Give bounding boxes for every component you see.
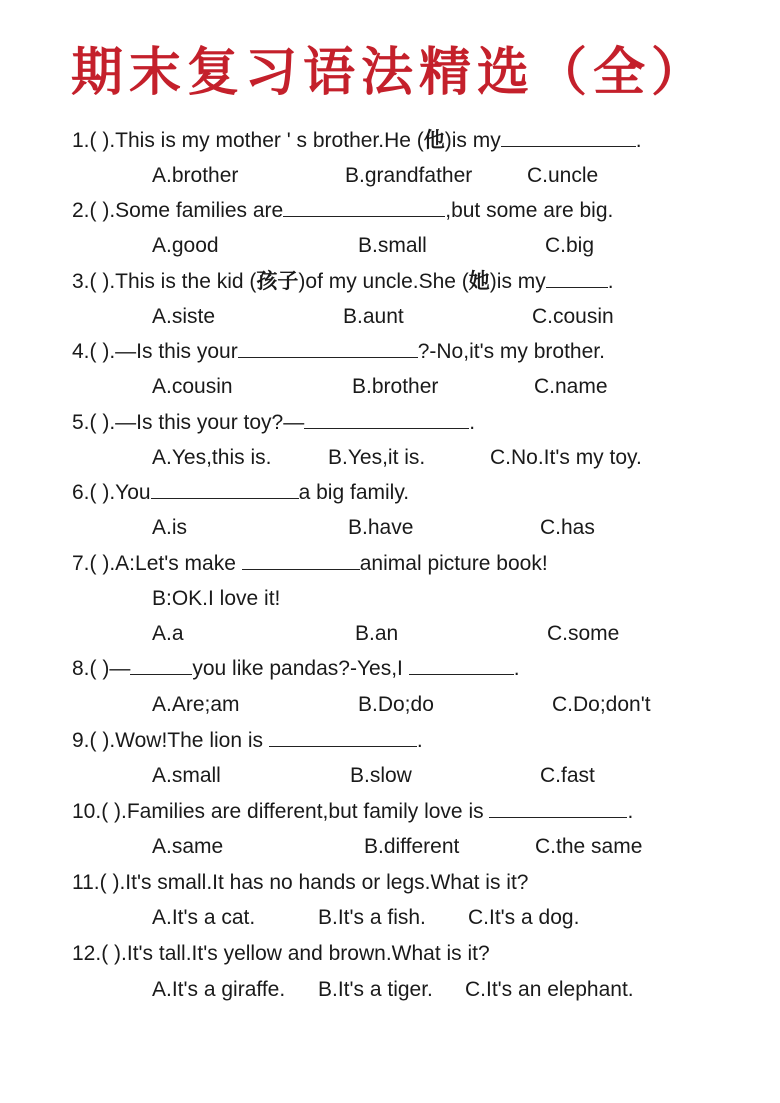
answer-blank[interactable]	[546, 269, 608, 288]
question-6: 6.( ).You a big family.	[72, 481, 410, 504]
option-a: A.a	[152, 622, 184, 645]
option-b: B.different	[364, 835, 460, 858]
option-a: A.Are;am	[152, 693, 240, 716]
option-b: B.slow	[350, 764, 412, 787]
answer-blank[interactable]	[501, 128, 636, 147]
option-a: A.same	[152, 835, 224, 858]
option-b: B.an	[355, 622, 399, 645]
question-10: 10.( ).Families are different,but family love is .	[72, 800, 634, 823]
question-8: 8.( )— you like pandas?-Yes,I .	[72, 657, 520, 680]
page-title: 期末复习语法精选（全）	[70, 42, 709, 103]
option-a: A.It's a giraffe.	[152, 978, 286, 1001]
question-5: 5.( ).—Is this your toy?— .	[72, 411, 476, 434]
answer-blank[interactable]	[238, 339, 418, 358]
question-7: 7.( ).A:Let's make animal picture book!	[72, 552, 548, 575]
option-c: C.uncle	[527, 164, 599, 187]
option-a: A.brother	[152, 164, 239, 187]
dialogue-line: B:OK.I love it!	[152, 587, 281, 610]
question-11: 11.( ).It's small.It has no hands or legs.What is it?	[72, 871, 529, 894]
option-b: B.It's a fish.	[318, 906, 426, 929]
option-a: A.It's a cat.	[152, 906, 256, 929]
option-c: C.name	[534, 375, 608, 398]
question-3: 3.( ).This is the kid (孩子)of my uncle.She (她)is my .	[72, 270, 614, 293]
option-c: C.cousin	[532, 305, 614, 328]
option-b: B.Do;do	[358, 693, 434, 716]
option-b: B.It's a tiger.	[318, 978, 433, 1001]
answer-blank[interactable]	[283, 198, 445, 217]
option-a: A.good	[152, 234, 219, 257]
option-b: B.small	[358, 234, 427, 257]
question-1: 1.( ).This is my mother ' s brother.He (他)is my .	[72, 129, 642, 152]
answer-blank[interactable]	[242, 551, 360, 570]
option-c: C.No.It's my toy.	[490, 446, 642, 469]
option-b: B.brother	[352, 375, 439, 398]
option-b: B.grandfather	[345, 164, 473, 187]
question-2: 2.( ).Some families are ,but some are big.	[72, 199, 614, 222]
option-b: B.have	[348, 516, 414, 539]
answer-blank[interactable]	[151, 480, 299, 499]
option-c: C.has	[540, 516, 595, 539]
option-a: A.is	[152, 516, 188, 539]
option-a: A.Yes,this is.	[152, 446, 272, 469]
option-c: C.It's an elephant.	[465, 978, 634, 1001]
option-a: A.siste	[152, 305, 216, 328]
option-a: A.small	[152, 764, 221, 787]
answer-blank[interactable]	[130, 656, 192, 675]
answer-blank[interactable]	[269, 728, 417, 747]
option-c: C.Do;don't	[552, 693, 651, 716]
option-b: B.Yes,it is.	[328, 446, 426, 469]
question-9: 9.( ).Wow!The lion is .	[72, 729, 423, 752]
option-b: B.aunt	[343, 305, 404, 328]
option-c: C.some	[547, 622, 620, 645]
question-4: 4.( ).—Is this your ?-No,it's my brother.	[72, 340, 605, 363]
answer-blank[interactable]	[489, 799, 627, 818]
question-12: 12.( ).It's tall.It's yellow and brown.What is it?	[72, 942, 490, 965]
option-a: A.cousin	[152, 375, 233, 398]
answer-blank[interactable]	[409, 656, 514, 675]
answer-blank[interactable]	[304, 410, 469, 429]
option-c: C.big	[545, 234, 595, 257]
option-c: C.It's a dog.	[468, 906, 580, 929]
option-c: C.fast	[540, 764, 595, 787]
option-c: C.the same	[535, 835, 643, 858]
